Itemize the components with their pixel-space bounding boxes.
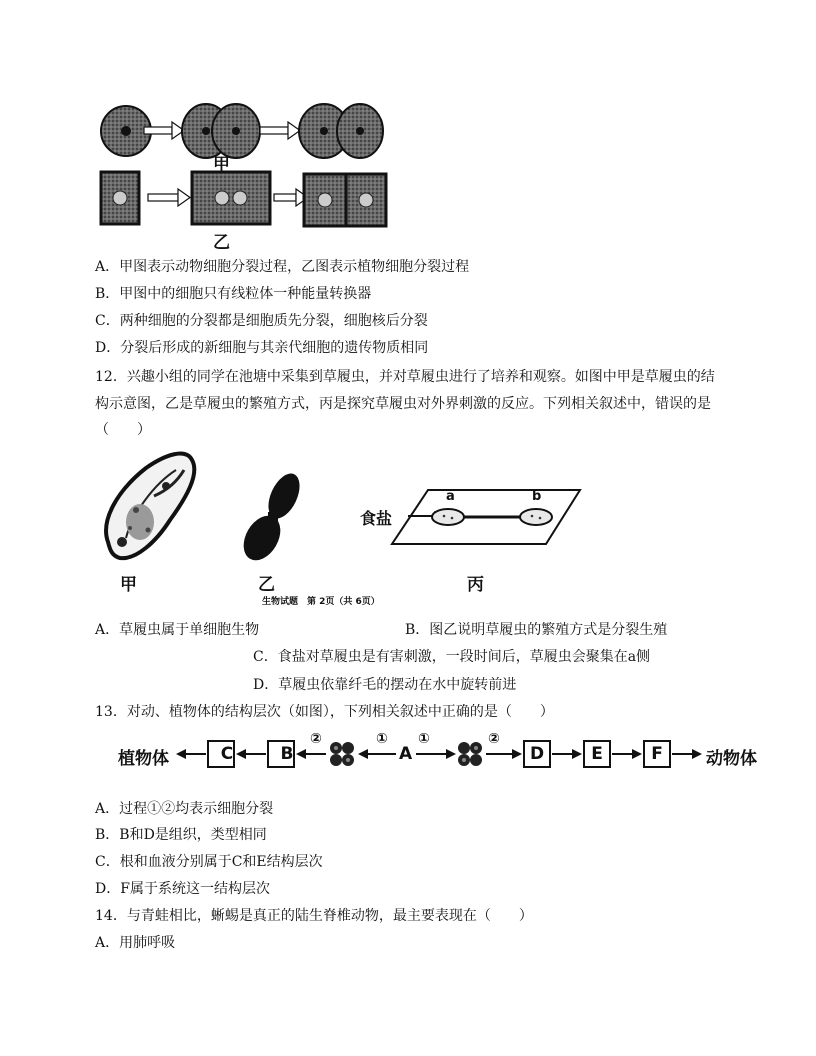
box-b: B (280, 744, 294, 764)
box-c: C (220, 744, 234, 764)
q14-option-a: A．用肺呼吸 (95, 935, 176, 951)
q13-option-a: A．过程①②均表示细胞分裂 (95, 801, 274, 817)
q12-option-a: A．草履虫属于单细胞生物 (95, 622, 260, 638)
figure-label-jia-12: 甲 (120, 575, 137, 595)
cell-division-figure (96, 96, 396, 256)
box-f: F (651, 744, 663, 764)
q11-option-c: C．两种细胞的分裂都是细胞质先分裂，细胞核后分裂 (95, 313, 428, 329)
q13-option-d: D．F属于系统这一结构层次 (95, 881, 270, 897)
arrow-icon (148, 189, 190, 206)
paramecium-structure-figure (96, 450, 216, 570)
step-1-left: ① (376, 731, 388, 747)
q12-stem-line-3: （ ） (95, 422, 151, 438)
q12-option-b: B．图乙说明草履虫的繁殖方式是分裂生殖 (405, 622, 668, 638)
figure-label-jia: 甲 (213, 155, 230, 175)
step-2-left: ② (310, 731, 322, 747)
label-a: a (446, 489, 455, 504)
q12-stem-line-2: 构示意图，乙是草履虫的繁殖方式，丙是探究草履虫对外界刺激的反应。下列相关叙述中，错误的是 (95, 396, 711, 412)
structure-level-chain (176, 733, 706, 777)
box-d: D (529, 744, 545, 764)
step-1-right: ① (418, 731, 430, 747)
q11-option-a: A．甲图表示动物细胞分裂过程，乙图表示植物细胞分裂过程 (95, 259, 470, 275)
box-e: E (591, 744, 603, 764)
q11-option-b: B．甲图中的细胞只有线粒体一种能量转换器 (95, 286, 372, 302)
arrow-icon (260, 122, 300, 139)
q12-stem-line-1: 12．兴趣小组的同学在池塘中采集到草履虫，并对草履虫进行了培养和观察。如图中甲是草履虫的结 (95, 369, 715, 385)
plant-cell-dividing (192, 172, 270, 224)
q11-option-d: D．分裂后形成的新细胞与其亲代细胞的遗传物质相同 (95, 340, 429, 356)
plant-body-label: 植物体 (118, 749, 169, 769)
figure-label-yi-12: 乙 (258, 575, 275, 595)
cell-cluster-right (458, 742, 482, 766)
center-a: A (399, 744, 413, 764)
page-footer: 生物试题 第 2页（共 6页） (262, 597, 380, 607)
figure-label-yi: 乙 (213, 233, 230, 253)
paramecium-fission-figure (240, 472, 304, 564)
q13-option-c: C．根和血液分别属于C和E结构层次 (95, 854, 323, 870)
cell-cluster-left (330, 742, 354, 766)
q14-stem: 14．与青蛙相比，蜥蜴是真正的陆生脊椎动物，最主要表现在（ ） (95, 908, 533, 924)
figure-label-bing: 丙 (467, 575, 484, 595)
q13-option-b: B．B和D是组织，类型相同 (95, 827, 267, 843)
step-2-right: ② (488, 731, 500, 747)
plant-cell-1 (101, 172, 139, 224)
q13-stem: 13．对动、植物体的结构层次（如图），下列相关叙述中正确的是（ ） (95, 704, 554, 720)
plant-cell-daughters (304, 174, 386, 226)
q12-option-d: D．草履虫依靠纤毛的摆动在水中旋转前进 (253, 677, 517, 693)
label-b: b (532, 489, 542, 504)
animal-body-label: 动物体 (706, 749, 757, 769)
q12-option-c: C．食盐对草履虫是有害刺激，一段时间后，草履虫会聚集在a侧 (253, 649, 651, 665)
salt-label: 食盐 (360, 509, 393, 528)
animal-cell-daughters (299, 104, 383, 158)
